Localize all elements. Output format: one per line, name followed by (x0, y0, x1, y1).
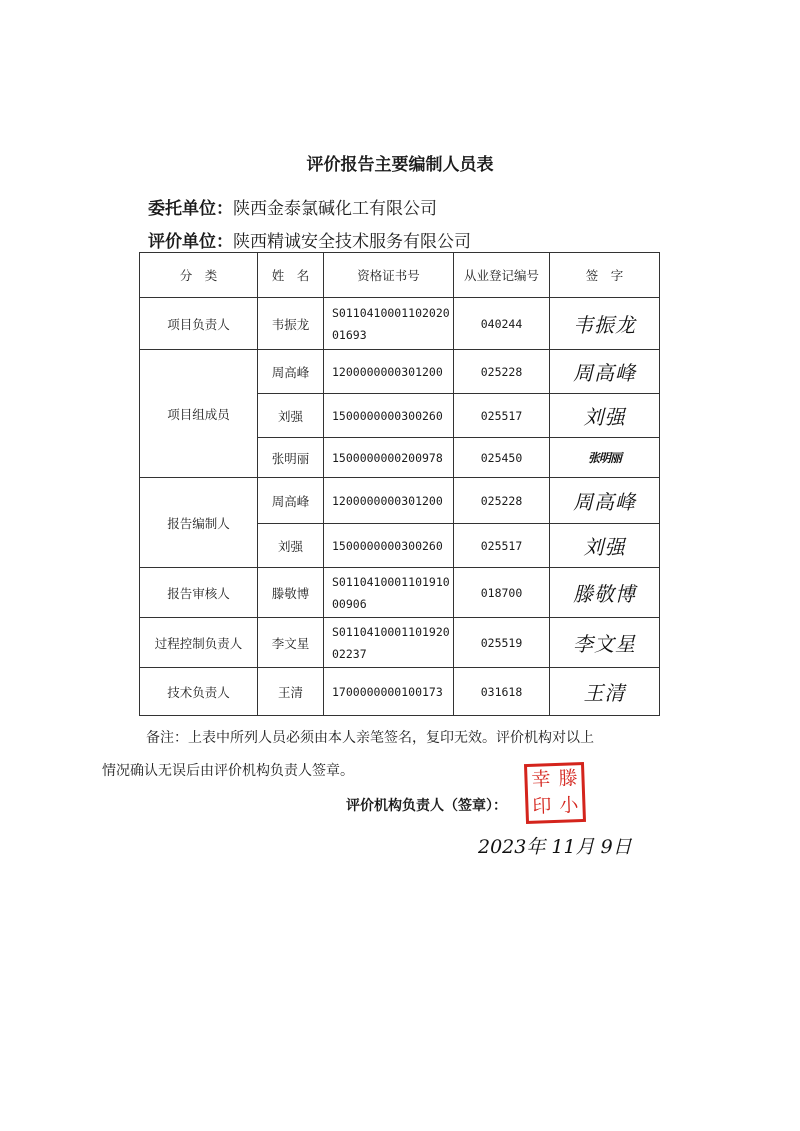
page-title: 评价报告主要编制人员表 (306, 155, 494, 175)
signature-cell: 王清 (550, 668, 660, 716)
cert-cell: S011041000110192002237 (324, 618, 454, 668)
category-cell: 报告编制人 (140, 478, 258, 568)
name-cell: 周高峰 (258, 350, 324, 394)
client-label: 委托单位： (148, 199, 233, 219)
evaluator-line (148, 227, 471, 252)
table-row (140, 618, 660, 668)
name-cell: 刘强 (258, 394, 324, 438)
reg-cell: 025450 (454, 438, 550, 478)
name-cell: 张明丽 (258, 438, 324, 478)
seal-char: 滕 (558, 767, 578, 790)
reg-cell: 018700 (454, 568, 550, 618)
handwritten-date: 2023年 11月 9日 (478, 836, 632, 858)
reg-cell: 025228 (454, 478, 550, 524)
reg-cell: 025228 (454, 350, 550, 394)
cert-cell: 1500000000200978 (324, 438, 454, 478)
staff-table (139, 252, 660, 716)
category-cell: 过程控制负责人 (140, 618, 258, 668)
table-row (140, 350, 660, 394)
cert-cell: 1500000000300260 (324, 524, 454, 568)
reg-cell: 031618 (454, 668, 550, 716)
name-cell: 滕敬博 (258, 568, 324, 618)
red-seal (524, 762, 586, 824)
table-row (140, 668, 660, 716)
header-reg: 从业登记编号 (454, 253, 550, 298)
cert-cell: S011041000110191000906 (324, 568, 454, 618)
header-name: 姓 名 (258, 253, 324, 298)
signature-cell: 刘强 (550, 524, 660, 568)
signature-cell: 李文星 (550, 618, 660, 668)
name-cell: 周高峰 (258, 478, 324, 524)
client-line (148, 194, 437, 219)
header-cert: 资格证书号 (324, 253, 454, 298)
category-cell: 技术负责人 (140, 668, 258, 716)
signature-cell: 周高峰 (550, 350, 660, 394)
reg-cell: 025519 (454, 618, 550, 668)
header-signature: 签 字 (550, 253, 660, 298)
cert-cell: S011041000110202001693 (324, 298, 454, 350)
cert-cell: 1500000000300260 (324, 394, 454, 438)
evaluator-value: 陕西精诚安全技术服务有限公司 (233, 232, 471, 252)
name-cell: 李文星 (258, 618, 324, 668)
client-value: 陕西金泰氯碱化工有限公司 (233, 199, 437, 219)
category-cell: 报告审核人 (140, 568, 258, 618)
seal-char: 幸 (531, 768, 551, 791)
signature-cell: 张明丽 (550, 438, 660, 478)
remark-line-1: 备注：上表中所列人员必须由本人亲笔签名，复印无效。评价机构对以上 (146, 730, 594, 746)
reg-cell: 025517 (454, 524, 550, 568)
reg-cell: 025517 (454, 394, 550, 438)
name-cell: 刘强 (258, 524, 324, 568)
cert-cell: 1200000000301200 (324, 478, 454, 524)
reg-cell: 040244 (454, 298, 550, 350)
cert-cell: 1700000000100173 (324, 668, 454, 716)
evaluator-label: 评价单位： (148, 232, 233, 252)
signature-cell: 韦振龙 (550, 298, 660, 350)
cert-cell: 1200000000301200 (324, 350, 454, 394)
remark (102, 722, 670, 788)
responsible-label: 评价机构负责人（签章）： (346, 798, 507, 814)
table-header-row (140, 253, 660, 298)
seal-char: 印 (532, 795, 552, 818)
table-row (140, 298, 660, 350)
table-row (140, 478, 660, 524)
name-cell: 王清 (258, 668, 324, 716)
remark-line-2: 情况确认无误后由评价机构负责人签章。 (102, 763, 354, 779)
category-cell: 项目负责人 (140, 298, 258, 350)
seal-char: 小 (559, 794, 579, 817)
name-cell: 韦振龙 (258, 298, 324, 350)
category-cell: 项目组成员 (140, 350, 258, 478)
signature-cell: 刘强 (550, 394, 660, 438)
header-category: 分 类 (140, 253, 258, 298)
signature-cell: 周高峰 (550, 478, 660, 524)
table-row (140, 568, 660, 618)
signature-cell: 滕敬博 (550, 568, 660, 618)
